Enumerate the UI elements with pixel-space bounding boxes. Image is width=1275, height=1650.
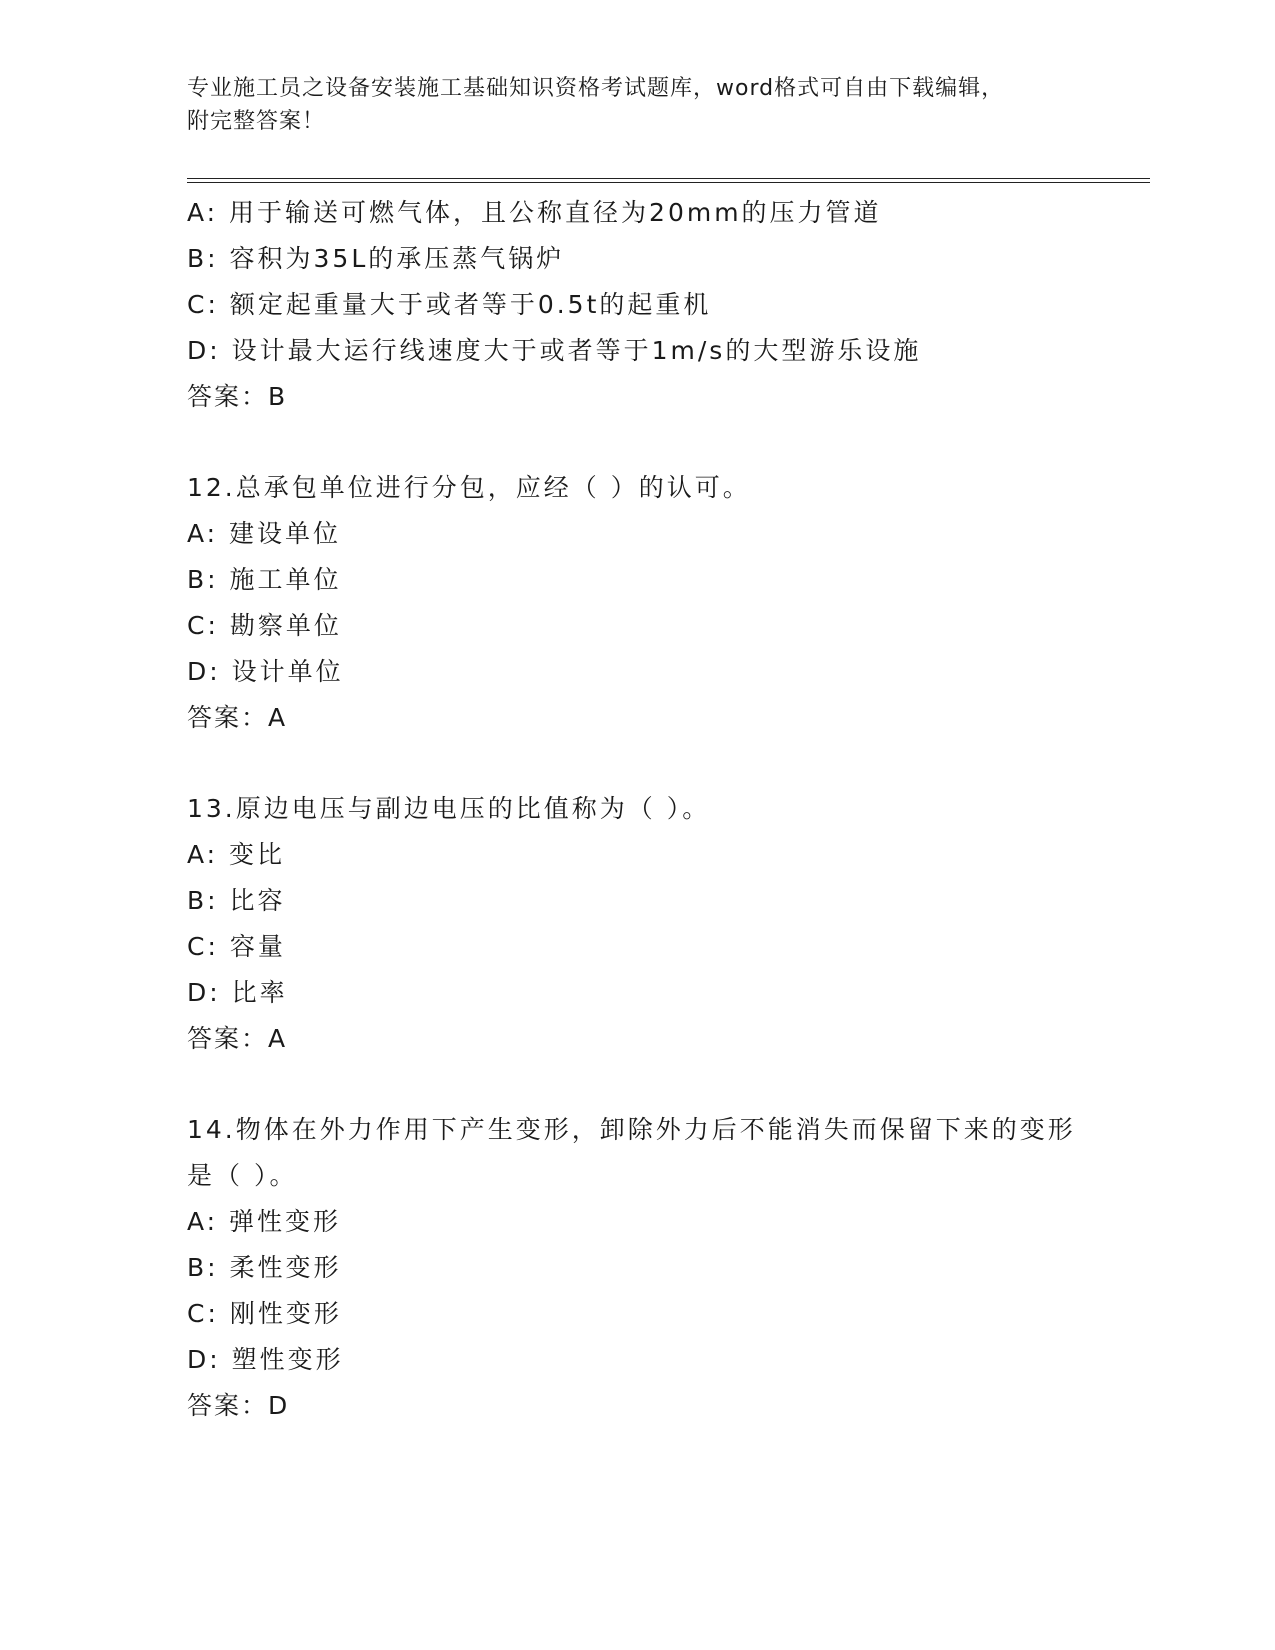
option-c: C: 额定起重量大于或者等于0.5t的起重机 (187, 290, 712, 319)
answer: 答案：B (187, 382, 288, 411)
question-stem: 13.原边电压与副边电压的比值称为（ ）。 (187, 794, 711, 823)
option-b: B: 柔性变形 (187, 1253, 342, 1282)
option-a: A: 用于输送可燃气体，且公称直径为20mm的压力管道 (187, 198, 882, 227)
question-list (187, 190, 1137, 1429)
question-14 (187, 1107, 1137, 1429)
option-b: B: 施工单位 (187, 565, 342, 594)
option-a: A: 建设单位 (187, 519, 342, 548)
option-b: B: 比容 (187, 886, 286, 915)
header-divider-bottom (187, 182, 1150, 183)
header-line-2: 附完整答案！ (187, 109, 326, 134)
option-d: D: 比率 (187, 978, 288, 1007)
option-a: A: 变比 (187, 840, 286, 869)
question-11 (187, 190, 1137, 420)
option-c: C: 刚性变形 (187, 1299, 342, 1328)
option-d: D: 设计单位 (187, 657, 344, 686)
option-c: C: 容量 (187, 932, 286, 961)
question-stem: 12.总承包单位进行分包，应经（ ）的认可。 (187, 473, 751, 502)
answer: 答案：A (187, 703, 288, 732)
answer: 答案：D (187, 1391, 290, 1420)
question-stem: 14.物体在外力作用下产生变形，卸除外力后不能消失而保留下来的变形是（ ）。 (187, 1115, 1076, 1190)
question-13 (187, 786, 1137, 1062)
header-line-1: 专业施工员之设备安装施工基础知识资格考试题库，word格式可自由下载编辑， (187, 76, 1005, 101)
option-d: D: 塑性变形 (187, 1345, 344, 1374)
document-header (187, 72, 1087, 138)
option-c: C: 勘察单位 (187, 611, 342, 640)
option-d: D: 设计最大运行线速度大于或者等于1m/s的大型游乐设施 (187, 336, 922, 365)
answer: 答案：A (187, 1024, 288, 1053)
question-12 (187, 465, 1137, 741)
header-divider-top (187, 178, 1150, 179)
option-b: B: 容积为35L的承压蒸气锅炉 (187, 244, 565, 273)
option-a: A: 弹性变形 (187, 1207, 342, 1236)
